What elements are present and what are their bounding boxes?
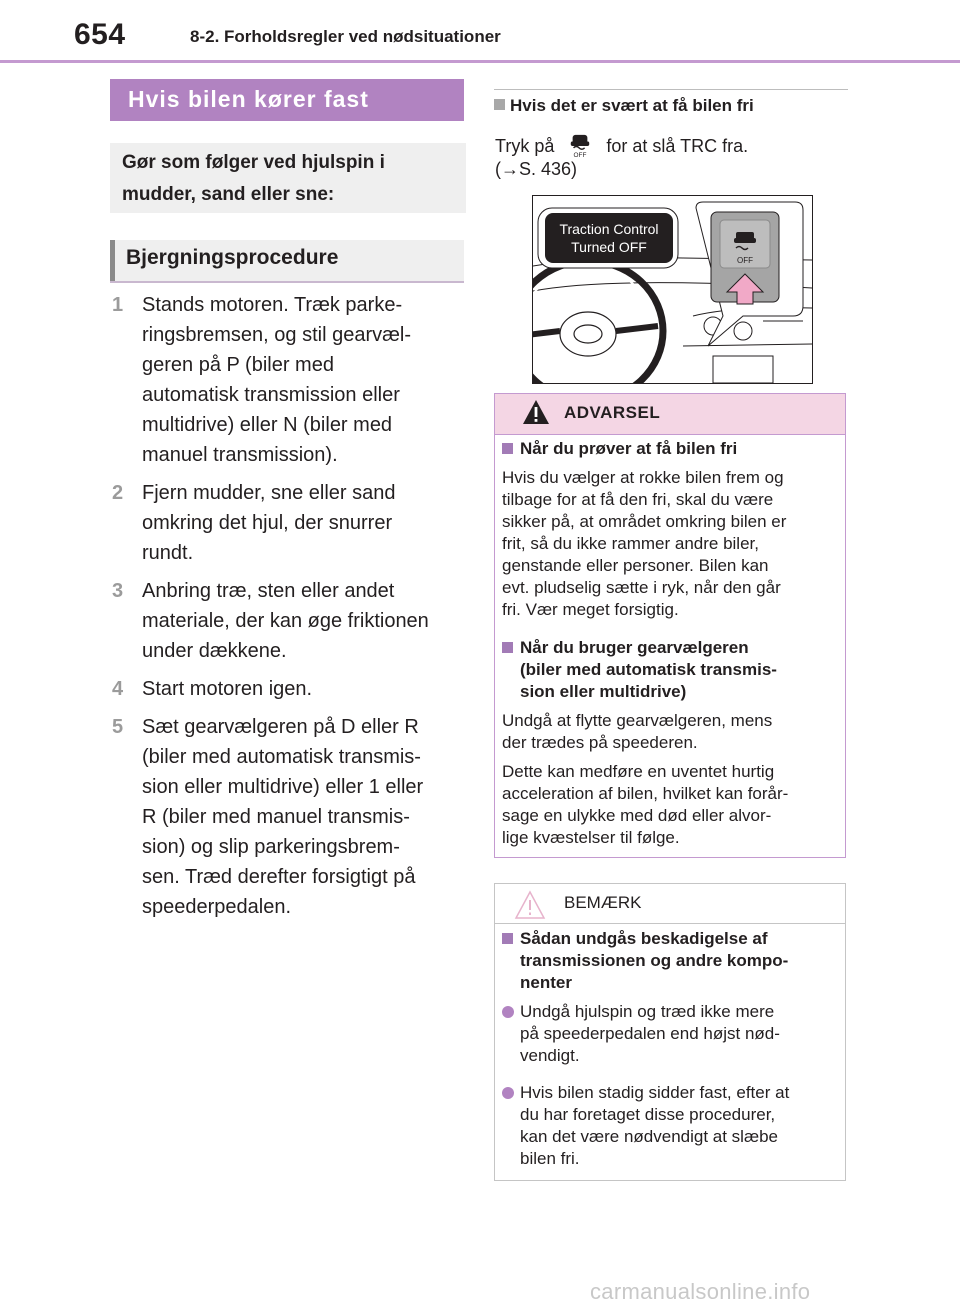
body-line: lige kvæstelser til følge. <box>502 828 680 847</box>
body-line: fri. Vær meget forsigtig. <box>502 600 679 619</box>
step-4 <box>112 674 462 704</box>
step-line: sion) og slip parkeringsbrem- <box>142 836 400 858</box>
round-bullet-icon <box>502 1087 514 1099</box>
step-line: rundt. <box>142 542 194 564</box>
bullet-line: du har foretaget disse procedurer, <box>520 1105 776 1124</box>
body-line: frit, så du ikke rammer andre biler, <box>502 534 759 553</box>
subheading-line: sion eller multidrive) <box>520 682 687 701</box>
intro-line: Gør som følger ved hjulspin i <box>122 152 385 173</box>
warning-body-2 <box>502 710 838 754</box>
step-line: materiale, der kan øge friktionen <box>142 610 429 632</box>
body-line: Hvis du vælger at rokke bilen frem og <box>502 468 784 487</box>
warning-subheading-2 <box>502 637 838 703</box>
button-label: OFF <box>737 256 753 265</box>
caution-triangle-icon <box>514 890 546 920</box>
step-line: sion eller multidrive) eller 1 eller <box>142 776 424 798</box>
subheading-line: (biler med automatisk transmis- <box>520 660 777 679</box>
trc-off-icon <box>563 134 597 158</box>
step-line: (biler med automatisk transmis- <box>142 746 421 768</box>
chapter-title: 8-2. Forholdsregler ved nødsituationer <box>190 27 501 46</box>
note-subheading <box>502 928 838 994</box>
body-line: evt. pludselig sætte i ryk, når den går <box>502 578 781 597</box>
trc-text-after: for at slå TRC fra. <box>606 136 749 156</box>
header-rule <box>0 60 960 63</box>
square-bullet-icon <box>494 99 505 110</box>
bullet-line: Hvis bilen stadig sidder fast, efter at <box>520 1083 790 1102</box>
warning-title: ADVARSEL <box>564 403 661 422</box>
step-number: 1 <box>112 294 124 316</box>
trc-heading <box>494 96 754 116</box>
subheading-line: Sådan undgås beskadigelse af <box>520 929 768 948</box>
subheading-line: Når du bruger gearvælgeren <box>520 638 749 657</box>
step-line: under dækkene. <box>142 640 287 662</box>
page-reference: (→S. 436) <box>495 159 578 179</box>
step-line: Fjern mudder, sne eller sand <box>142 482 396 504</box>
step-line: omkring det hjul, der snurrer <box>142 512 393 534</box>
body-line: sage en ulykke med død eller alvor- <box>502 806 772 825</box>
step-2 <box>112 478 462 568</box>
step-line: geren på P (biler med <box>142 354 334 376</box>
step-line: multidrive) eller N (biler med <box>142 414 393 436</box>
bullet-line: på speederpedalen end højst nød- <box>520 1024 780 1043</box>
step-5 <box>112 712 462 922</box>
trc-instruction <box>495 134 835 180</box>
bullet-line: kan det være nødvendigt at slæbe <box>520 1127 778 1146</box>
warning-subheading-1 <box>502 438 838 460</box>
step-line: automatisk transmission eller <box>142 384 400 406</box>
warning-body-3 <box>502 761 838 849</box>
body-line: Undgå at flytte gearvælgeren, mens <box>502 711 773 730</box>
step-line: ringsbremsen, og stil gearvæl- <box>142 324 411 346</box>
body-line: Dette kan medføre en uventet hurtig <box>502 762 775 781</box>
step-line: Start motoren igen. <box>142 678 313 700</box>
dashboard-drawing <box>533 196 812 383</box>
subheading-line: nenter <box>520 973 572 992</box>
intro-line: mudder, sand eller sne: <box>122 184 335 205</box>
round-bullet-icon <box>502 1006 514 1018</box>
intro-box <box>110 143 466 213</box>
section-title: Hvis bilen kører fast <box>110 79 464 121</box>
square-bullet-icon <box>502 443 513 454</box>
watermark: carmanualsonline.info <box>590 1279 811 1304</box>
body-line: tilbage for at få den fri, skal du være <box>502 490 774 509</box>
body-line: genstande eller personer. Bilen kan <box>502 556 769 575</box>
step-line: Anbring træ, sten eller andet <box>142 580 395 602</box>
step-number: 5 <box>112 716 124 738</box>
step-line: speederpedalen. <box>142 896 292 918</box>
subheading-line: transmissionen og andre kompo- <box>520 951 789 970</box>
bullet-line: Undgå hjulspin og træd ikke mere <box>520 1002 775 1021</box>
step-1 <box>112 290 462 470</box>
dashboard-illustration <box>532 195 813 384</box>
warning-header-rule <box>495 434 845 435</box>
body-line: der trædes på speederen. <box>502 733 698 752</box>
step-number: 3 <box>112 580 124 602</box>
note-title: BEMÆRK <box>564 893 642 912</box>
callout-line-2: Turned OFF <box>571 239 647 255</box>
step-number: 2 <box>112 482 124 504</box>
body-line: sikker på, at området omkring bilen er <box>502 512 787 531</box>
step-line: Sæt gearvælgeren på D eller R <box>142 716 419 738</box>
warning-triangle-icon <box>521 398 551 426</box>
step-line: Stands motoren. Træk parke- <box>142 294 403 316</box>
trc-icon-label: OFF <box>573 152 587 158</box>
note-bullet-1 <box>502 1001 838 1067</box>
note-bullet-2 <box>502 1082 838 1170</box>
step-line: manuel transmission). <box>142 444 338 466</box>
body-line: acceleration af bilen, hvilket kan forår- <box>502 784 789 803</box>
square-bullet-icon <box>502 642 513 653</box>
square-bullet-icon <box>502 933 513 944</box>
subheading-text: Når du prøver at få bilen fri <box>520 439 738 458</box>
right-rule <box>494 89 848 90</box>
trc-text-before: Tryk på <box>495 136 555 156</box>
note-header-rule <box>495 923 845 924</box>
step-number: 4 <box>112 678 124 700</box>
page-number: 654 <box>74 18 126 51</box>
trc-heading-text: Hvis det er svært at få bilen fri <box>510 96 754 115</box>
bullet-line: vendigt. <box>520 1046 580 1065</box>
step-line: sen. Træd derefter forsigtigt på <box>142 866 416 888</box>
callout-line-1: Traction Control <box>559 221 659 237</box>
warning-body-1 <box>502 467 838 621</box>
step-line: R (biler med manuel transmis- <box>142 806 410 828</box>
procedure-heading: Bjergningsprocedure <box>110 240 464 282</box>
step-3 <box>112 576 462 666</box>
bullet-line: bilen fri. <box>520 1149 580 1168</box>
